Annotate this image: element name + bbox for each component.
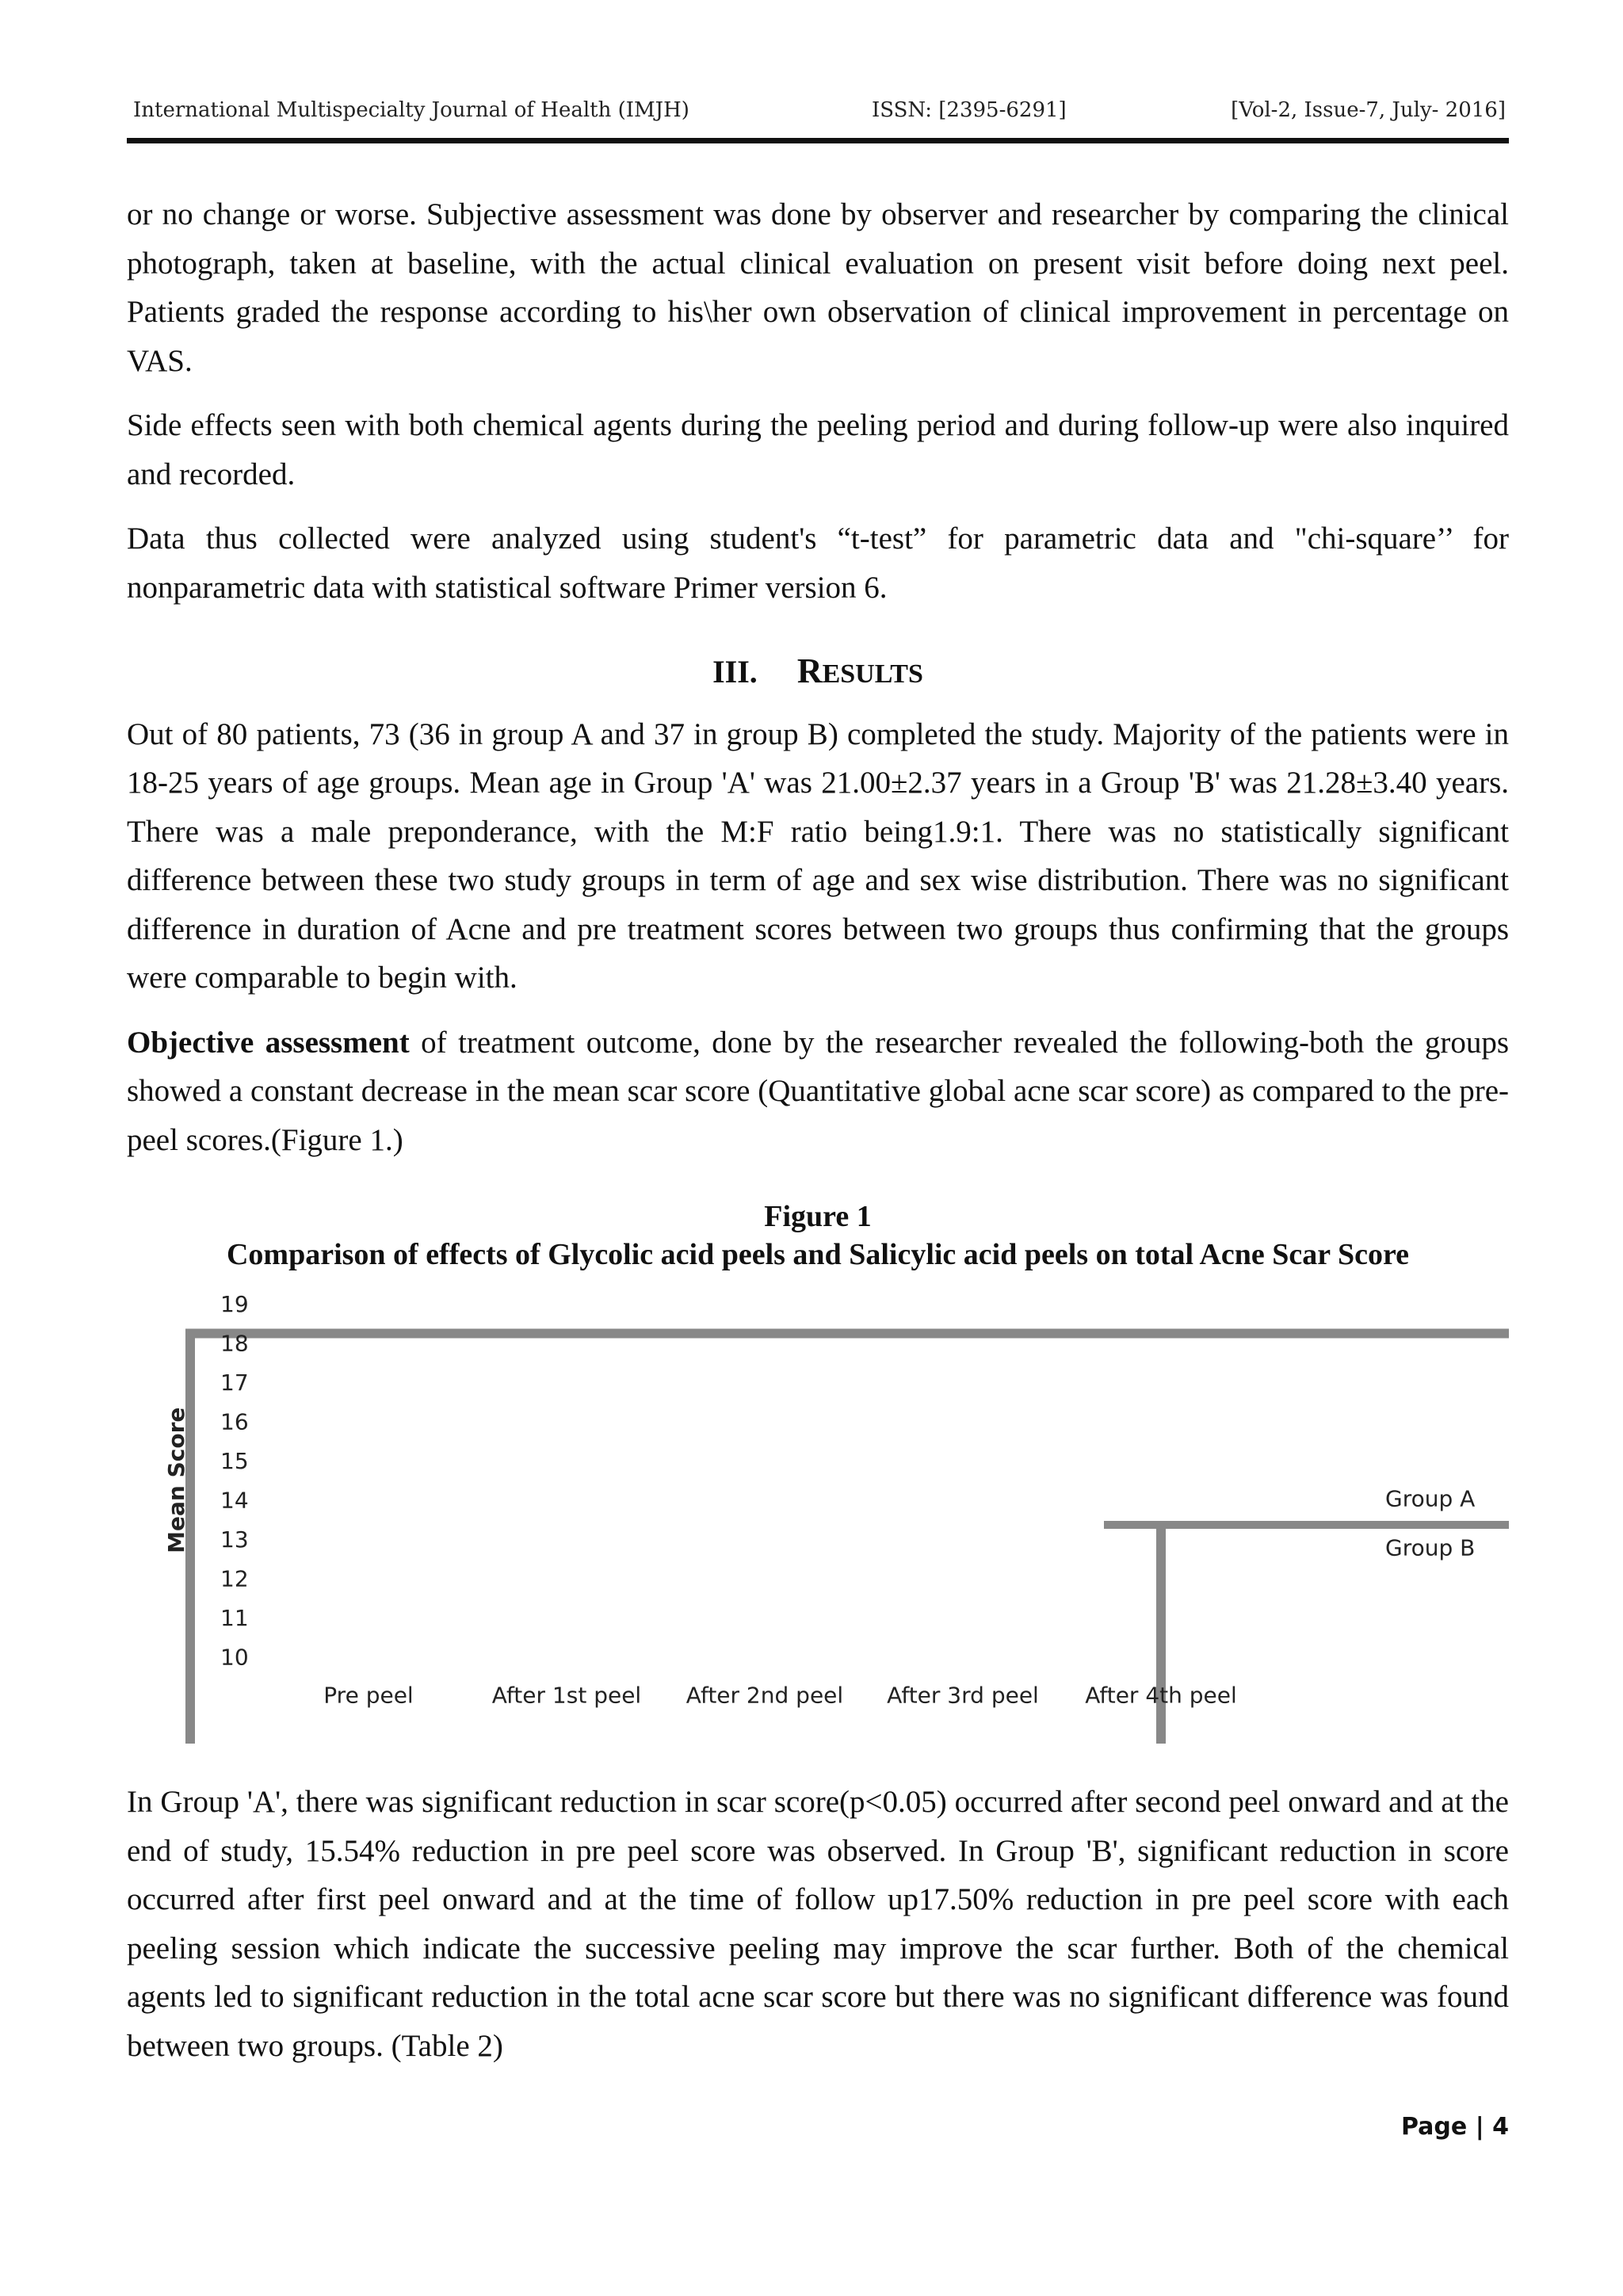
page-separator: |	[1475, 2113, 1484, 2141]
paragraph: Data thus collected were analyzed using student's “t-test” for parametric data and "chi-square’’ for nonparametric data with statistical software Primer version 6.	[127, 521, 1509, 605]
page-label: Page	[1401, 2113, 1468, 2141]
header-rule	[127, 138, 1509, 143]
journal-name: International Multispecialty Journal of Health (IMJH)	[133, 98, 689, 122]
figure-title: Comparison of effects of Glycolic acid peels and Salicylic acid peels on total Acne Scar Score	[226, 1238, 1410, 1271]
page-footer	[1401, 2113, 1509, 2141]
page-number: 4	[1492, 2113, 1509, 2141]
paragraph: or no change or worse. Subjective assessment was done by observer and researcher by comparing the clinical photograph, taken at baseline, with the actual clinical evaluation on present visit before doing next peel. Patients graded the response according to his\her own observation of clinical improvement in percentage on VAS.	[127, 197, 1509, 378]
y-tick-label: 15	[220, 1448, 249, 1474]
y-tick-label: 14	[220, 1487, 249, 1514]
y-tick-label: 19	[220, 1291, 249, 1317]
legend-entry: Group A	[1385, 1485, 1476, 1512]
volume-info: [Vol-2, Issue-7, July- 2016]	[1231, 98, 1506, 122]
x-tick-label: Pre peel	[323, 1682, 414, 1709]
section-heading	[127, 647, 1509, 699]
section-title-initial: R	[796, 651, 823, 690]
legend-entry: Group B	[1385, 1534, 1476, 1561]
paragraph	[127, 1018, 1509, 1165]
y-axis-title: Mean Score	[163, 1407, 189, 1553]
y-tick-label: 11	[220, 1605, 249, 1631]
paragraph: Out of 80 patients, 73 (36 in group A and 37 in group B) completed the study. Majority of the patients were in 18-25 years of age groups. Mean age in Group 'A' was 21.00±2.37 years in a Group 'B' was 21.28±3.40 years. There was a male preponderance, with the M:F ratio being1.9:1. There was no statistically significant difference between these two study groups in term of age and sex wise distribution. There was no significant difference in duration of Acne and pre treatment scores between two groups thus confirming that the groups were comparable to begin with.	[127, 716, 1509, 995]
x-tick-label: After 1st peel	[491, 1682, 642, 1709]
paragraph: Side effects seen with both chemical agents during the peeling period and during follow-up were also inquired and recorded.	[127, 408, 1509, 491]
x-tick-label: After 3rd peel	[887, 1682, 1039, 1709]
y-tick-label: 12	[220, 1565, 249, 1592]
chart-svg	[127, 1280, 1509, 1755]
paragraph: In Group 'A', there was significant reduction in scar score(p<0.05) occurred after second peel onward and at the end of study, 15.54% reduction in pre peel score was observed. In Group 'B', significant reduction in score occurred after first peel onward and at the time of follow up17.50% reduction in pre peel score with each peeling session which indicate the successive peeling may improve the scar further. Both of the chemical agents led to significant reduction in the total acne scar score but there was no significant difference was found between two groups. (Table 2)	[127, 1785, 1509, 2063]
bold-lead: Objective assessment	[127, 1025, 410, 1060]
paragraph-text: of treatment outcome, done by the researcher revealed the following-both the groups showed a constant decrease in the mean scar score (Quantitative global acne scar score) as compared to the pre-peel scores.(Figure 1.)	[127, 1025, 1510, 1157]
x-tick-label: After 4th peel	[1085, 1682, 1237, 1709]
y-tick-label: 10	[220, 1644, 249, 1671]
y-tick-label: 17	[220, 1370, 249, 1396]
y-tick-label: 16	[220, 1408, 249, 1435]
issn: ISSN: [2395-6291]	[872, 98, 1067, 122]
figure-caption	[127, 1198, 1509, 1274]
figure-label: Figure 1	[764, 1200, 872, 1233]
article-body	[127, 190, 1509, 2086]
running-header	[127, 98, 1506, 127]
x-tick-label: After 2nd peel	[685, 1682, 844, 1709]
figure-1-chart	[127, 1280, 1509, 1755]
y-tick-label: 13	[220, 1526, 249, 1553]
section-number: III.	[712, 654, 758, 690]
section-title-rest: ESULTS	[822, 659, 923, 689]
y-tick-label: 18	[220, 1330, 249, 1357]
